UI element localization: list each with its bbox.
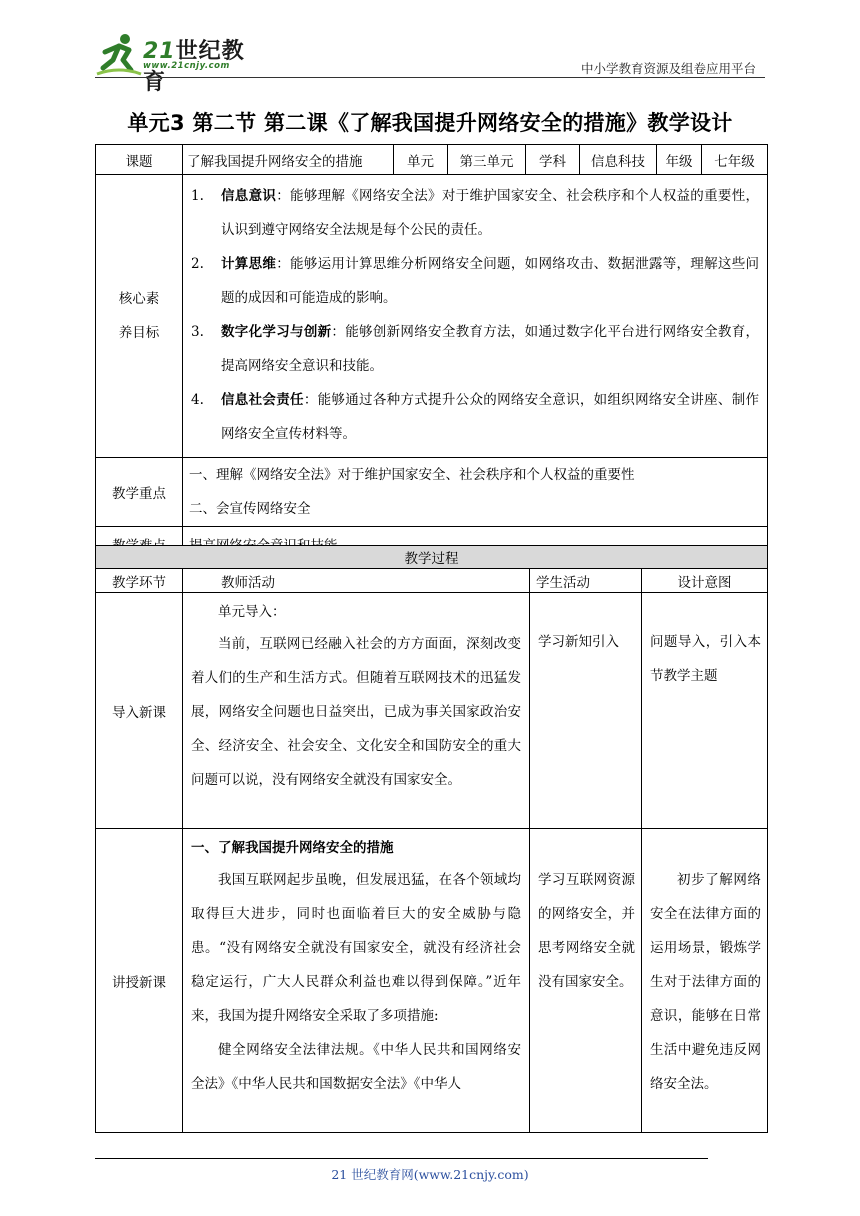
topic-value: 了解我国提升网络安全的措施	[183, 145, 394, 175]
col-student: 学生活动	[530, 569, 642, 593]
stage-cell: 导入新课	[96, 593, 183, 829]
lesson-info-table	[95, 144, 768, 562]
col-stage: 教学环节	[96, 569, 183, 593]
subject-value: 信息科技	[580, 145, 657, 175]
goal-item: 1. 信息意识：能够理解《网络安全法》对于维护国家安全、社会秩序和个人权益的重要性，认识到遵守网络安全法规是每个公民的责任。	[191, 188, 760, 238]
footer-divider	[95, 1158, 708, 1159]
col-design: 设计意图	[642, 569, 768, 593]
teacher-activity-cell: 一、了解我国提升网络安全的措施 我国互联网起步虽晚，但发展迅猛，在各个领域均取得巨大进步，同时也面临着巨大的安全威胁与隐患。“没有网络安全就没有国家安全，就没有经济社会稳定运行，广大人民群众利益也难以得到保障。”近年来，我国为提升网络安全采取了多项措施: 健全网络安全法律法规。《中华人民共和国网络安全法》《中华人民共和国数据安全法》《中华人	[183, 829, 530, 1133]
platform-name: 中小学教育资源及组卷应用平台	[580, 61, 756, 76]
goal-item: 2. 计算思维：能够运用计算思维分析网络安全问题，如网络攻击、数据泄露等，理解这些问题的成因和可能造成的影响。	[191, 256, 760, 306]
info-row	[96, 145, 768, 175]
page-header	[0, 0, 860, 95]
goals-list	[191, 175, 759, 457]
grade-value: 七年级	[702, 145, 768, 175]
goal-item: 3. 数字化学习与创新：能够创新网络安全教育方法，如通过数字化平台进行网络安全教育，提高网络安全意识和技能。	[191, 324, 759, 374]
logo-wordmark: 21世纪教育	[143, 39, 245, 95]
teaching-process-table	[95, 545, 768, 1133]
topic-label: 课题	[96, 145, 183, 175]
goals-content	[183, 175, 768, 458]
grade-label: 年级	[657, 145, 702, 175]
teacher-activity-cell: 单元导入： 当前，互联网已经融入社会的方方面面，深刻改变着人们的生产和生活方式。但随着互联网技术的迅猛发展，网络安全问题也日益突出，已成为事关国家政治安全、经济安全、社会安全、文化安全和国防安全的重大问题可以说，没有网络安全就没有国家安全。	[183, 593, 530, 829]
goals-row	[96, 175, 768, 458]
process-column-headers	[96, 569, 768, 593]
key-points-row	[96, 458, 768, 527]
col-teacher: 教师活动	[183, 569, 530, 593]
student-activity-cell: 学习新知引入	[530, 593, 642, 829]
key-points-content: 一、理解《网络安全法》对于维护国家安全、社会秩序和个人权益的重要性 二、会宣传网络安全	[183, 458, 768, 527]
footer-link[interactable]: 21 世纪教育网(www.21cnjy.com)	[331, 1167, 529, 1182]
header-divider	[95, 77, 765, 78]
unit-value: 第三单元	[448, 145, 526, 175]
runner-logo-icon	[95, 30, 143, 78]
unit-label: 单元	[394, 145, 448, 175]
key-points-label: 教学重点	[96, 458, 183, 527]
logo-url: www.21cnjy.com	[143, 61, 230, 71]
table-row	[96, 829, 768, 1133]
design-intent-cell: 问题导入，引入本节教学主题	[642, 593, 768, 829]
student-activity-cell: 学习互联网资源的网络安全，并思考网络安全就没有国家安全。	[530, 829, 642, 1133]
process-title: 教学过程	[96, 546, 768, 569]
goal-item: 4. 信息社会责任：能够通过各种方式提升公众的网络安全意识，如组织网络安全讲座、制作网络安全宣传材料等。	[191, 392, 760, 442]
table-row	[96, 593, 768, 829]
stage-cell: 讲授新课	[96, 829, 183, 1133]
subject-label: 学科	[526, 145, 580, 175]
process-section-header	[96, 546, 768, 569]
goals-label: 核心素 养目标	[96, 175, 183, 458]
design-intent-cell: 初步了解网络安全在法律方面的运用场景，锻炼学生对于法律方面的意识，能够在日常生活中避免违反网络安全法。	[642, 829, 768, 1133]
document-title: 单元3 第二节 第二课《了解我国提升网络安全的措施》教学设计	[127, 111, 733, 135]
site-logo[interactable]	[95, 30, 265, 95]
